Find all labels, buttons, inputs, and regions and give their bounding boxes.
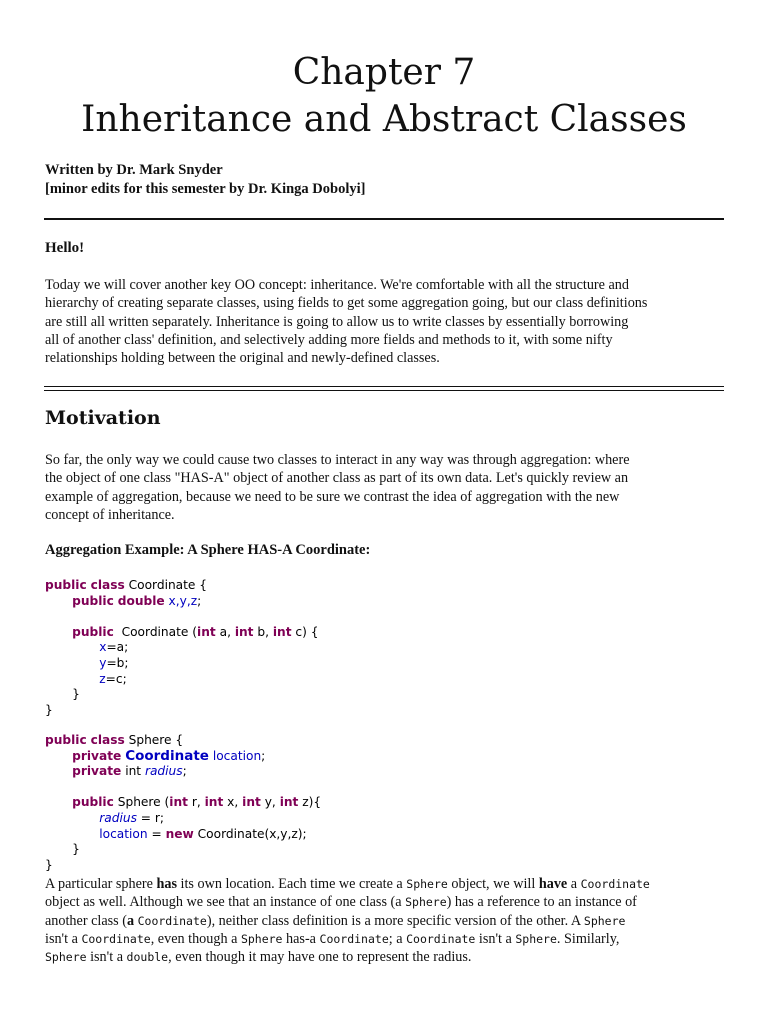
closing-line <box>45 948 735 966</box>
code-param: r, <box>187 795 205 810</box>
code-statement: = <box>147 826 166 841</box>
intro-line: are still all written separately. Inheritance is going to allow us to write classes by essentially borrowing <box>45 313 629 330</box>
code-identifier: Sphere <box>117 795 161 810</box>
closing-line <box>45 893 735 911</box>
code-keyword: class <box>90 578 125 592</box>
intro-line: hierarchy of creating separate classes, using fields to get some aggregation going, but our class definitions <box>45 295 648 312</box>
motivation-line: concept of inheritance. <box>45 506 175 523</box>
code-punct: { <box>171 733 184 747</box>
code-keyword: int <box>272 624 292 639</box>
closing-paragraph <box>45 875 735 966</box>
code-field: x <box>99 640 107 655</box>
example-heading: Aggregation Example: A Sphere HAS-A Coordinate: <box>45 542 371 558</box>
inline-code: Sphere <box>583 913 626 928</box>
text-run: has <box>156 876 177 892</box>
code-punct: } <box>72 687 80 702</box>
inline-code: Coordinate <box>319 931 389 946</box>
text-run: has-a <box>282 930 320 947</box>
code-keyword: public <box>72 795 114 810</box>
author-credit: Written by Dr. Mark Snyder <box>45 162 223 178</box>
text-run: its own location. Each time we create a <box>177 876 407 892</box>
code-field: y <box>99 655 107 670</box>
greeting: Hello! <box>45 240 85 256</box>
inline-code: Coordinate <box>580 877 650 891</box>
inline-code: double <box>126 950 169 965</box>
intro-paragraph <box>45 276 735 367</box>
text-run: have <box>538 876 568 892</box>
code-keyword: private <box>72 764 122 779</box>
code-keyword: public <box>45 578 87 592</box>
code-statement: = r; <box>136 810 165 825</box>
motivation-line: the object of one class "HAS-A" object of another class as part of its own data. Let's quickly review an <box>45 470 629 487</box>
code-param: c) { <box>291 624 319 639</box>
code-punct: ( <box>160 795 170 810</box>
text-run: A particular sphere <box>45 876 157 892</box>
code-keyword: int <box>204 795 224 810</box>
text-run: ) has a reference to an instance of <box>446 894 637 911</box>
text-run: ), neither class definition is a more specific version of the other. A <box>206 912 584 929</box>
text-run: , even though a <box>150 930 241 947</box>
code-keyword: int <box>234 624 254 639</box>
text-run: a <box>126 912 138 929</box>
code-identifier: Sphere <box>128 733 172 747</box>
chapter-title: Chapter 7 <box>292 52 476 93</box>
code-field: x,y,z <box>168 593 198 608</box>
code-keyword: new <box>165 826 194 841</box>
inline-code: Sphere <box>240 931 283 946</box>
section-heading: Motivation <box>45 407 161 429</box>
code-field: radius <box>99 810 137 825</box>
double-divider-top <box>44 386 724 387</box>
inline-code: Sphere <box>405 895 447 910</box>
code-type: int <box>125 764 142 779</box>
text-run: ; a <box>388 930 407 947</box>
closing-line <box>45 875 735 893</box>
code-identifier: Coordinate <box>128 578 196 592</box>
intro-line: Today we will cover another key OO concept: inheritance. We're comfortable with all the structure and <box>45 277 629 293</box>
closing-line <box>45 930 735 948</box>
inline-code: Coordinate <box>81 931 151 946</box>
text-run: a <box>567 876 581 892</box>
code-param: b, <box>253 624 273 639</box>
code-param: x, <box>223 795 243 810</box>
code-param: a, <box>215 624 235 639</box>
code-identifier: Coordinate <box>121 624 189 639</box>
code-keyword: int <box>279 795 299 810</box>
inline-code: Coordinate <box>406 931 476 946</box>
code-statement: =b; <box>106 655 129 670</box>
code-keyword: public <box>45 733 87 747</box>
text-run: isn't a <box>86 949 127 966</box>
code-block-coordinate: public class Coordinate { public double x,y,z; public Coordinate (int a, int b, int c) { x=a; y=b; z=c; } } <box>45 578 319 717</box>
code-keyword: int <box>197 624 216 639</box>
code-keyword: public <box>72 593 114 608</box>
double-divider-bottom <box>44 390 724 391</box>
editor-credit: [minor edits for this semester by Dr. Kinga Dobolyi] <box>45 181 366 197</box>
code-field: z <box>99 671 106 686</box>
code-statement: =c; <box>105 671 127 686</box>
code-param: y, <box>260 795 280 810</box>
code-param: z){ <box>298 795 322 810</box>
code-keyword: private <box>72 748 122 763</box>
code-punct: } <box>45 857 53 872</box>
motivation-line: example of aggregation, because we need to be sure we contrast the idea of aggregation with the new <box>45 488 620 505</box>
code-keyword: int <box>242 795 261 810</box>
divider-rule <box>44 218 724 220</box>
text-run: object, we will <box>447 876 539 892</box>
code-punct: ( <box>188 624 198 639</box>
code-field: location <box>99 826 148 841</box>
text-run: isn't a <box>45 930 82 947</box>
code-punct: { <box>195 578 208 592</box>
inline-code: Sphere <box>515 931 557 946</box>
closing-line <box>45 912 735 930</box>
code-block-sphere: public class Sphere { private Coordinate location; private int radius; public Sphere (int r, int x, int y, int z){ radius = r; location = new Coordinate(x,y,z); } } <box>45 733 322 872</box>
inline-code: Sphere <box>406 877 448 891</box>
text-run: object as well. Although we see that an instance of one class (a <box>45 894 406 911</box>
inline-code: Sphere <box>45 950 87 965</box>
intro-line: all of another class' definition, and selectively adding more fields and methods to it, with some nifty <box>45 331 613 348</box>
intro-line: relationships holding between the original and newly-defined classes. <box>45 350 440 367</box>
code-punct: } <box>72 842 80 857</box>
inline-code: Coordinate <box>137 913 207 928</box>
code-keyword: double <box>117 593 165 608</box>
chapter-subtitle: Inheritance and Abstract Classes <box>81 99 687 140</box>
motivation-paragraph <box>45 451 735 524</box>
text-run: , even though it may have one to represent the radius. <box>168 949 472 966</box>
code-field: radius <box>144 764 183 779</box>
code-keyword: class <box>90 733 125 747</box>
text-run: another class ( <box>45 912 127 929</box>
code-keyword: int <box>169 795 188 810</box>
code-field: location <box>212 748 262 763</box>
text-run: isn't a <box>475 930 516 947</box>
code-keyword: public <box>72 624 114 639</box>
text-run: . Similarly, <box>556 930 620 947</box>
code-punct: } <box>45 702 53 717</box>
code-statement: =a; <box>106 640 129 655</box>
motivation-line: So far, the only way we could cause two classes to interact in any way was through aggregation: where <box>45 452 630 468</box>
code-statement: Coordinate(x,y,z); <box>193 826 307 841</box>
code-type: Coordinate <box>125 747 209 764</box>
